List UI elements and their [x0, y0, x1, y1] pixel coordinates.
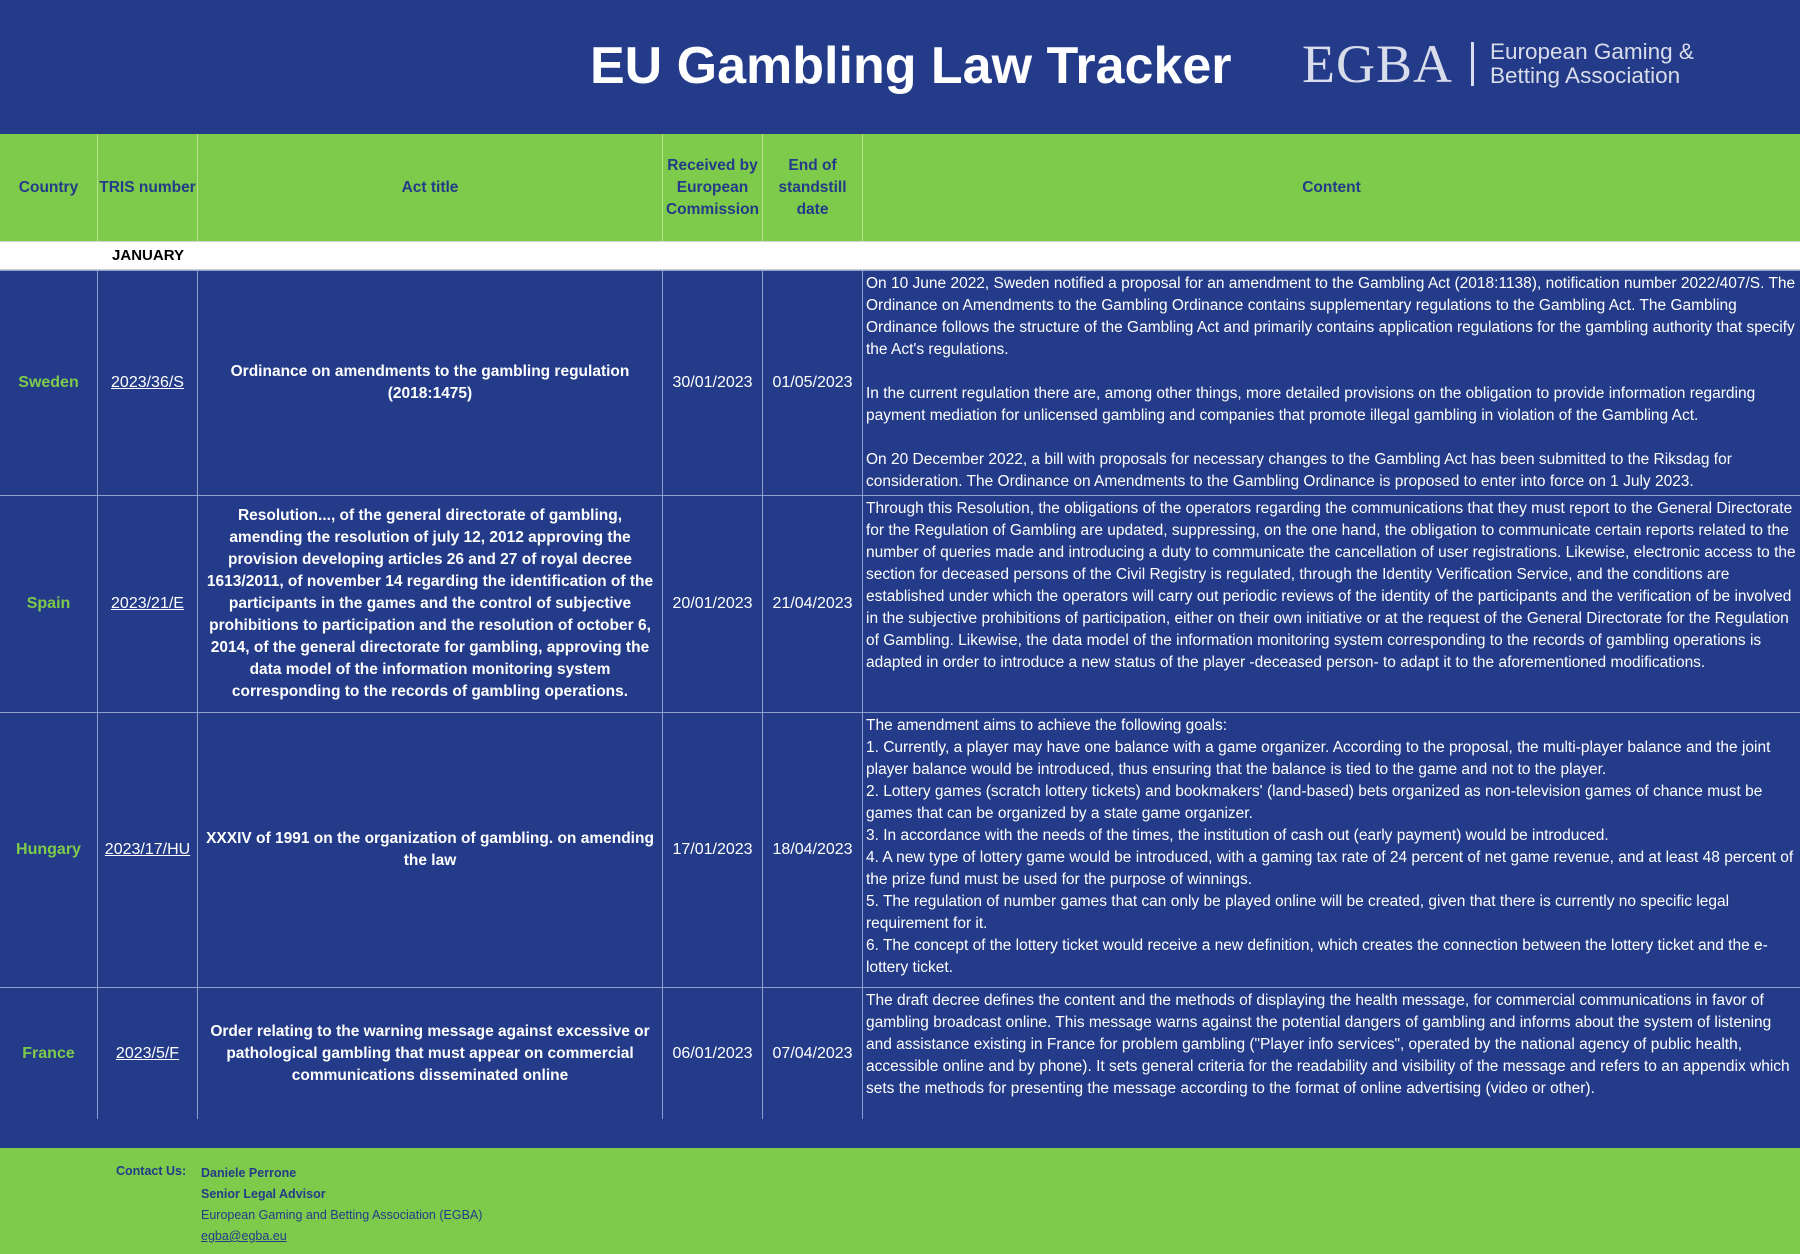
country-cell: Hungary — [0, 713, 98, 987]
standstill-date-cell: 21/04/2023 — [763, 496, 863, 712]
table-row — [0, 712, 1800, 987]
contact-role: Senior Legal Advisor — [201, 1187, 326, 1201]
tris-link[interactable]: 2023/36/S — [98, 271, 198, 495]
table-row — [0, 495, 1800, 712]
act-title-cell: Resolution..., of the general directorate of gambling, amending the resolution of july 12, 2012 approving the provision developing articles 26 and 27 of royal decree 1613/2011, of november 14 regarding the identification of the participants in the games and the control of subjective prohibitions to participation and the resolution of october 6, 2014, of the general directorate for gambling, approving the data model of the information monitoring system corresponding to the records of gambling operations. — [198, 496, 663, 712]
act-title-cell: XXXIV of 1991 on the organization of gambling. on amending the law — [198, 713, 663, 987]
egba-logo — [1302, 36, 1694, 92]
act-title-cell: Order relating to the warning message against excessive or pathological gambling that must appear on commercial communications disseminated online — [198, 988, 663, 1119]
table-header-row — [0, 134, 1800, 241]
column-header-country: Country — [0, 134, 98, 241]
logo-text-line2: Betting Association — [1490, 63, 1681, 88]
received-date-cell: 17/01/2023 — [663, 713, 763, 987]
column-header-content: Content — [1302, 178, 1361, 196]
country-cell: Spain — [0, 496, 98, 712]
contact-email-link[interactable]: egba@egba.eu — [201, 1229, 287, 1243]
received-date-cell: 30/01/2023 — [663, 271, 763, 495]
law-tracker-table — [0, 134, 1800, 1119]
received-date-cell: 20/01/2023 — [663, 496, 763, 712]
contact-name: Daniele Perrone — [201, 1166, 297, 1180]
contact-label: Contact Us: — [116, 1164, 187, 1178]
standstill-date-cell: 18/04/2023 — [763, 713, 863, 987]
tris-link[interactable]: 2023/21/E — [98, 496, 198, 712]
received-date-cell: 06/01/2023 — [663, 988, 763, 1119]
table-row — [0, 270, 1800, 495]
table-row — [0, 987, 1800, 1119]
month-row — [0, 241, 1800, 270]
tris-link[interactable]: 2023/17/HU — [98, 713, 198, 987]
country-cell: Sweden — [0, 271, 98, 495]
column-header-act-title: Act title — [198, 134, 663, 241]
month-label: JANUARY — [112, 247, 184, 264]
footer — [0, 1148, 1800, 1254]
content-cell: The draft decree defines the content and the methods of displaying the health message, for commercial communications in favor of gambling broadcast online. This message warns against the potential dangers of gambling and informs about the system of listening and assistance existing in France for problem gambling ("Player info services", operated by the national agency of public health, accessible online and by phone). It sets general criteria for the readability and visibility of the message and refers to an appendix which sets the methods for presenting the message according to the format of online advertising (video or other). — [866, 992, 1790, 1097]
contact-organization: European Gaming and Betting Association (EGBA) — [201, 1208, 483, 1222]
content-cell: Through this Resolution, the obligations of the operators regarding the communications that they must report to the General Directorate for the Regulation of Gambling are updated, suppressing, on the one hand, the obligation to communicate certain reports related to the number of queries made and introducing a duty to communicate the cancellation of user registrations. Likewise, electronic access to the section for deceased persons of the Civil Registry is regulated, through the Identity Verification Service, and the conditions are established under which the operators will carry out periodic reviews of the identity of the participants and the verification of be involved in the subjective prohibitions of participation, either on their own initiative or at the request of the General Directorate for the Regulation of Gambling. Likewise, the data model of the information monitoring system corresponding to the records of gambling operations is adapted in order to introduce a new status of the player -deceased person- to adapt it to the aforementioned modifications. — [866, 500, 1796, 671]
logo-text — [1490, 40, 1694, 88]
column-header-standstill: End of standstill date — [763, 134, 863, 241]
content-cell: The amendment aims to achieve the following goals: 1. Currently, a player may have one balance with a game organizer. According to the proposal, the multi-player balance and the joint player balance would be introduced, thus ensuring that the balance is tied to the game and not to the player. 2. Lottery games (scratch lottery tickets) and bookmakers' (land-based) bets organized as non-television games of chance must be games that can be organized by a state game organizer. 3. In accordance with the needs of the times, the institution of cash out (early payment) would be introduced. 4. A new type of lottery game would be introduced, with a gaming tax rate of 24 percent of net game revenue, and at least 48 percent of the prize fund must be used for the purpose of winnings. 5. The regulation of number games that can only be played online will be created, given that there is currently no specific legal requirement for it. 6. The concept of the lottery ticket would receive a new definition, which creates the connection between the lottery ticket and the e-lottery ticket. — [866, 717, 1794, 976]
column-header-received: Received by European Commission — [663, 134, 763, 241]
content-cell: On 10 June 2022, Sweden notified a proposal for an amendment to the Gambling Act (2018:1138), notification number 2022/407/S. The Ordinance on Amendments to the Gambling Ordinance contains supplementary regulations to the Gambling Act. The Gambling Ordinance follows the structure of the Gambling Act and primarily contains application regulations for the gambling authority that specify the Act's regulations. In the current regulation there are, among other things, more detailed provisions on the obligation to provide information regarding payment mediation for unlicensed gambling and companies that promote illegal gambling in violation of the Gambling Act. On 20 December 2022, a bill with proposals for necessary changes to the Gambling Act has been submitted to the Riksdag for consideration. The Ordinance on Amendments to the Gambling Ordinance is proposed to enter into force on 1 July 2023. — [866, 275, 1796, 490]
logo-text-line1: European Gaming & — [1490, 39, 1694, 64]
logo-separator — [1471, 42, 1474, 86]
tris-link[interactable]: 2023/5/F — [98, 988, 198, 1119]
country-cell: France — [0, 988, 98, 1119]
contact-block — [201, 1163, 482, 1247]
standstill-date-cell: 07/04/2023 — [763, 988, 863, 1119]
logo-mark: EGBA — [1302, 34, 1453, 94]
standstill-date-cell: 01/05/2023 — [763, 271, 863, 495]
header — [0, 0, 1800, 134]
column-header-tris: TRIS number — [98, 134, 198, 241]
page-title: EU Gambling Law Tracker — [590, 37, 1232, 95]
act-title-cell: Ordinance on amendments to the gambling regulation (2018:1475) — [198, 271, 663, 495]
